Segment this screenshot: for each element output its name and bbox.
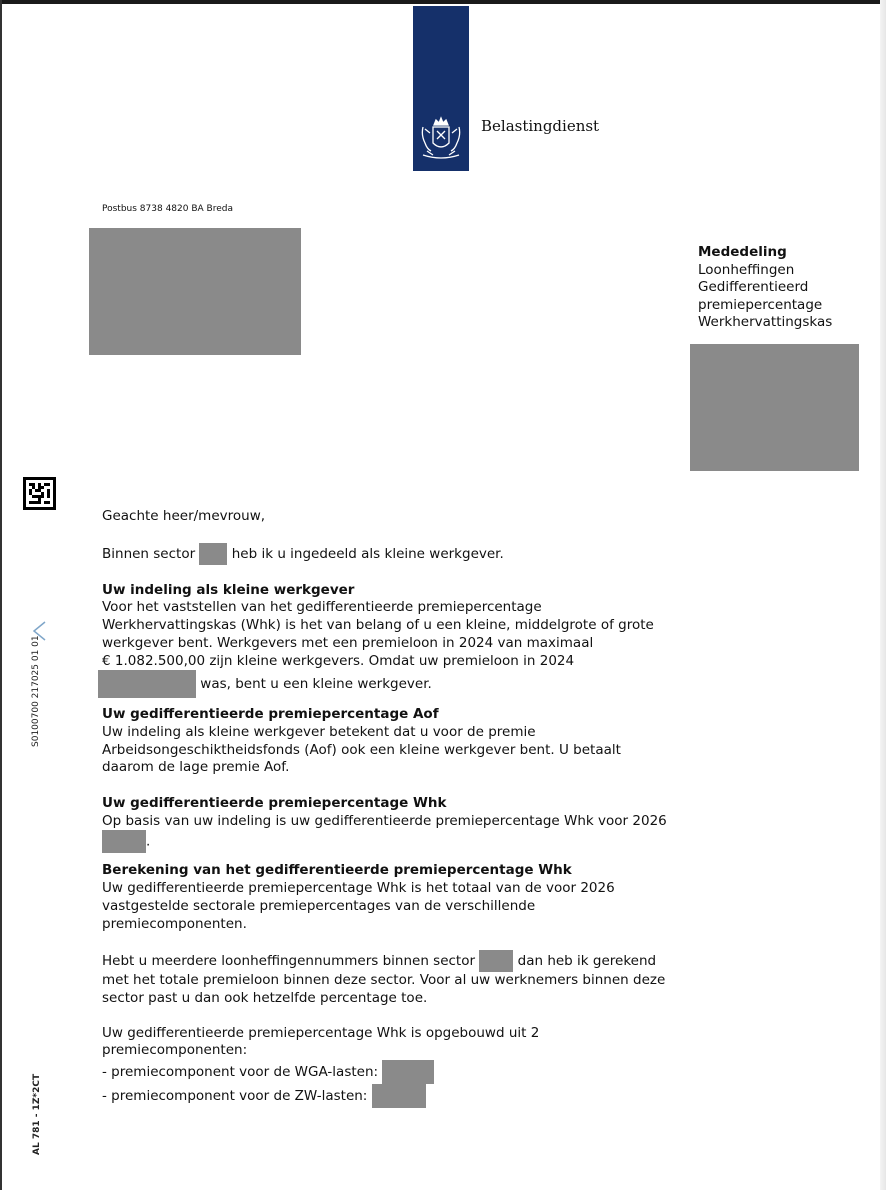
section-heading-small-employer: Uw indeling als kleine werkgever (102, 581, 355, 598)
salutation: Geachte heer/mevrouw, (102, 508, 266, 524)
section-heading-whk: Uw gedifferentieerde premiepercentage Whk (102, 795, 447, 812)
paragraph-line: daarom de lage premie Aof. (102, 759, 290, 776)
paragraph-line: Werkhervattingskas (Whk) is het van belang of u een kleine, middelgrote of grote (102, 617, 654, 634)
paragraph-line: sector past u dan ook hetzelfde percentage toe. (102, 989, 428, 1006)
paragraph-line: Uw gedifferentieerde premiepercentage Whk is opgebouwd uit 2 (102, 1024, 540, 1041)
paragraph-line (102, 950, 692, 972)
redacted-zw-component (372, 1084, 426, 1108)
redacted-recipient-address (89, 228, 301, 355)
paragraph-line: premiecomponenten. (102, 915, 247, 932)
subject-title: Mededeling (698, 244, 787, 260)
redacted-wga-component (382, 1060, 434, 1084)
logo-bar (413, 6, 469, 171)
paragraph-text: dan heb ik gerekend (517, 953, 657, 970)
subject-line: Gedifferentieerd (698, 279, 809, 295)
reference-number: S0100700 217025 01 01 (31, 635, 41, 747)
list-item-text: - premiecomponent voor de WGA-lasten: (102, 1064, 379, 1081)
subject-line: premiepercentage (698, 296, 823, 313)
intro-text-after: heb ik u ingedeeld als kleine werkgever. (231, 545, 504, 562)
section-heading-aof: Uw gedifferentieerde premiepercentage Aof (102, 706, 439, 723)
scan-shadow-right (880, 0, 886, 1190)
redacted-whk-percentage (102, 830, 146, 853)
redacted-sector (199, 543, 227, 565)
paragraph-line: Arbeidsongeschiktheidsfonds (Aof) ook een kleine werkgever bent. U betaalt (102, 741, 621, 758)
paragraph-line: premiecomponenten: (102, 1042, 248, 1059)
paragraph-line: werkgever bent. Werkgevers met een premieloon in 2024 van maximaal (102, 634, 594, 651)
intro-paragraph (102, 543, 692, 565)
list-item-text: - premiecomponent voor de ZW-lasten: (102, 1088, 368, 1105)
paragraph-line: € 1.082.500,00 zijn kleine werkgevers. Omdat uw premieloon in 2024 (102, 652, 575, 669)
paragraph-line: Voor het vaststellen van het gedifferentieerde premiepercentage (102, 599, 542, 616)
sender-address: Postbus 8738 4820 BA Breda (102, 204, 233, 214)
paragraph-line: Op basis van uw indeling is uw gedifferentieerde premiepercentage Whk voor 2026 (102, 812, 667, 829)
section-heading-calculation: Berekening van het gedifferentieerde premiepercentage Whk (102, 862, 572, 879)
redacted-premium-wage (98, 670, 196, 698)
paragraph-line (102, 670, 692, 698)
list-item (102, 1060, 692, 1084)
paragraph-line (102, 830, 692, 853)
subject-line: Loonheffingen (698, 261, 795, 278)
paragraph-line-end: . (146, 833, 151, 850)
subject-block (698, 244, 832, 332)
intro-text-before: Binnen sector (102, 545, 196, 562)
scan-edge-left (0, 0, 2, 1190)
paragraph-text: Hebt u meerdere loonheffingennummers binnen sector (102, 953, 476, 970)
paragraph-line-end: was, bent u een kleine werkgever. (200, 676, 432, 693)
form-code: AL 781 - 1Z*2CT (32, 1073, 42, 1155)
scan-edge-top (0, 0, 886, 4)
subject-line: Werkhervattingskas (698, 314, 833, 330)
paragraph-line: vastgestelde sectorale premiepercentages van de verschillende (102, 897, 536, 914)
redacted-sector (479, 950, 513, 972)
coat-of-arms-icon (417, 113, 465, 163)
paragraph-line: Uw gedifferentieerde premiepercentage Whk is het totaal van de voor 2026 (102, 880, 615, 897)
list-item (102, 1084, 692, 1108)
qr-code-icon (23, 477, 56, 510)
brand-name: Belastingdienst (481, 117, 600, 135)
redacted-reference-info (690, 344, 859, 471)
paragraph-line: met het totale premieloon binnen deze sector. Voor al uw werknemers binnen deze (102, 972, 666, 989)
letter-body (102, 508, 692, 1108)
paragraph-line: Uw indeling als kleine werkgever betekent dat u voor de premie (102, 723, 536, 740)
